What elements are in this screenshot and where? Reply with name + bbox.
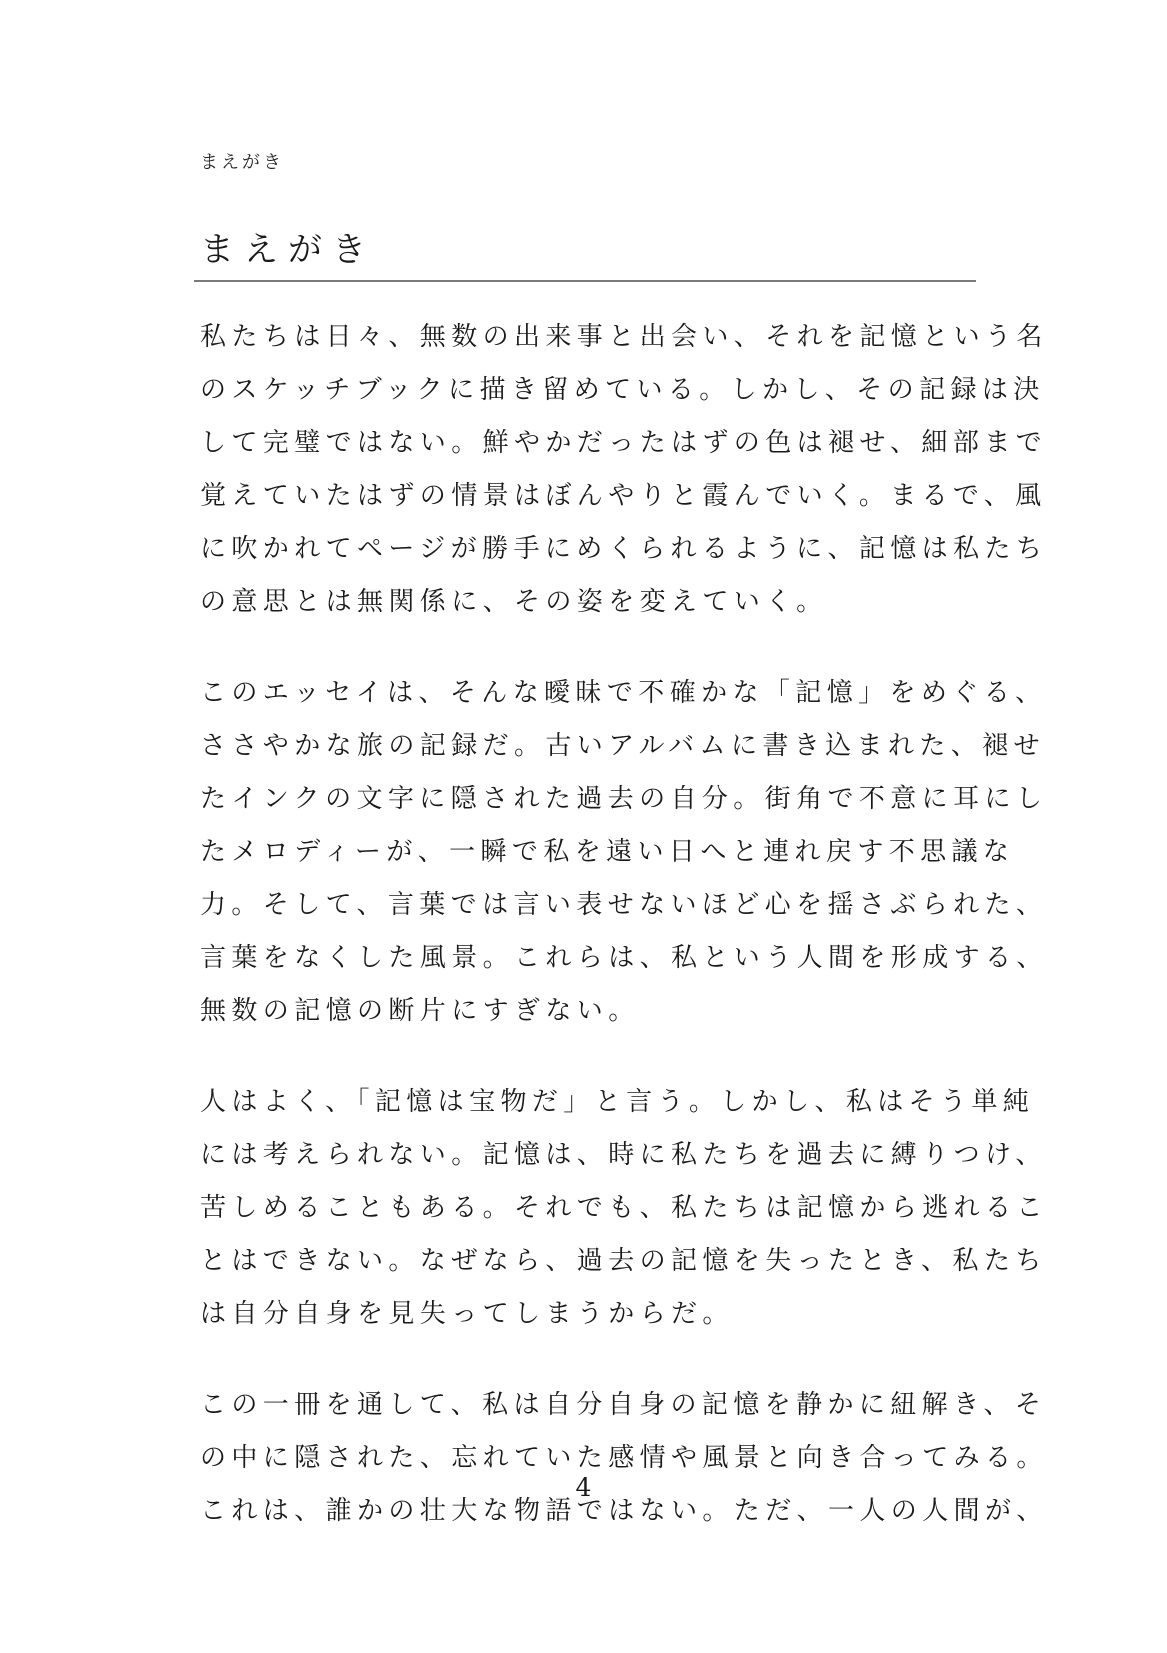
text-line: 人はよく、「記憶は宝物だ」と言う。しかし、私はそう単純	[200, 1087, 1035, 1117]
text-line: して完璧ではない。鮮やかだったはずの色は褪せ、細部まで	[200, 428, 1048, 458]
text-line: の意思とは無関係に、その姿を変えていく。	[200, 587, 828, 617]
text-line: 無数の記憶の断片にすぎない。	[200, 996, 640, 1026]
text-line: ささやかな旅の記録だ。古いアルバムに書き込まれた、褪せ	[200, 731, 1045, 761]
paragraph-gap	[200, 1045, 960, 1083]
text-line: 私たちは日々、無数の出来事と出会い、それを記憶という名	[200, 322, 1048, 352]
paragraph-gap	[200, 636, 960, 674]
running-header: まえがき	[200, 152, 284, 173]
text-line: この一冊を通して、私は自分自身の記憶を静かに紐解き、そ	[200, 1390, 1047, 1420]
text-line: は自分自身を見失ってしまうからだ。	[200, 1299, 734, 1329]
text-line: たインクの文字に隠された過去の自分。街角で不意に耳にし	[200, 784, 1048, 814]
paragraph	[200, 674, 1048, 1030]
text-line: 力。そして、言葉では言い表せないほど心を揺さぶられた、	[200, 890, 1048, 920]
title-divider	[194, 280, 976, 282]
text-line: のスケッチブックに描き留めている。しかし、その記録は決	[200, 375, 1045, 405]
page-number: 4	[575, 1473, 592, 1502]
chapter-title: まえがき	[200, 230, 376, 270]
text-line: このエッセイは、そんな曖昧で不確かな「記憶」をめぐる、	[200, 678, 1047, 708]
paragraph	[200, 318, 1048, 621]
paragraph-gap	[200, 1348, 960, 1386]
text-line: これは、誰かの壮大な物語ではない。ただ、一人の人間が、	[200, 1496, 1048, 1526]
paragraph	[200, 1386, 1048, 1530]
text-line: の中に隠された、忘れていた感情や風景と向き合ってみる。	[200, 1443, 1048, 1473]
text-line: 覚えていたはずの情景はぼんやりと霞んでいく。まるで、風	[200, 481, 1047, 511]
text-line: たメロディーが、一瞬で私を遠い日へと連れ戻す不思議な	[200, 837, 1015, 867]
text-line: には考えられない。記憶は、時に私たちを過去に縛りつけ、	[200, 1140, 1047, 1170]
body-text	[200, 318, 1048, 1545]
text-line: 苦しめることもある。それでも、私たちは記憶から逃れるこ	[200, 1193, 1048, 1223]
text-line: とはできない。なぜなら、過去の記憶を失ったとき、私たち	[200, 1246, 1047, 1276]
text-line: に吹かれてページが勝手にめくられるように、記憶は私たち	[200, 534, 1048, 564]
text-line: 言葉をなくした風景。これらは、私という人間を形成する、	[200, 943, 1048, 973]
paragraph	[200, 1083, 1048, 1333]
